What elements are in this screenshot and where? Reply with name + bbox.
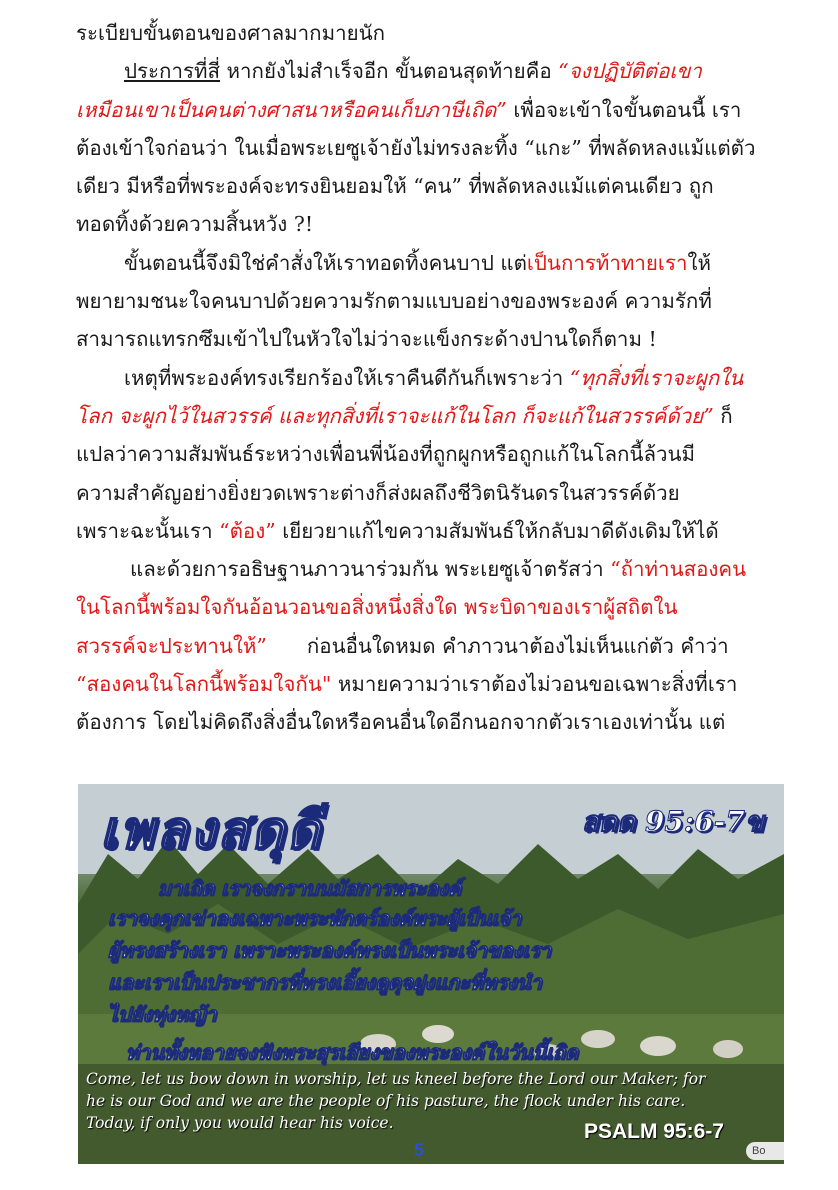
psalm-banner-image [78, 784, 784, 1164]
banner-reference: สดด 95:6-7ข [581, 805, 764, 838]
text-span: เพื่อจะเข้าใจขั้นตอนนี้ เรา [506, 97, 742, 122]
paragraph-prayer [76, 550, 776, 588]
text-span: และด้วยการอธิษฐานภาวนาร่วมกัน พระเยซูเจ้าตรัสว่า [130, 557, 611, 582]
thai-verse-line: ท่านทั้งหลายจงฟังพระสุรเสียงของพระองค์ในวันนี้เถิด [126, 1040, 579, 1064]
text-line [76, 627, 776, 665]
text-line [76, 512, 776, 550]
highlight-text: เป็นการท้าทายเรา [526, 250, 688, 275]
text-span: เยียวยาแก้ไขความสัมพันธ์ให้กลับมาดีดังเดิมให้ได้ [275, 518, 719, 543]
text-span: เหตุที่พระองค์ทรงเรียกร้องให้เราคืนดีกันก็เพราะว่า [124, 365, 570, 390]
text-line: เดียว มีหรือที่พระองค์จะทรงยินยอมให้ “คน” ที่พลัดหลงแม้แต่คนเดียว ถูก [76, 174, 714, 199]
text-line: สามารถแทรกซึมเข้าไปในหัวใจไม่ว่าจะแข็งกระด้างปานใดก็ตาม ! [76, 327, 657, 352]
text-span: ขั้นตอนนี้จึงมิใช่คำสั่งให้เราทอดทิ้งคนบาป แต่ [124, 250, 527, 275]
psalm-label: PSALM 95:6-7 [583, 1120, 724, 1143]
highlight-text: “ต้อง” [219, 518, 276, 543]
text-line: แปลว่าความสัมพันธ์ระหว่างเพื่อนพี่น้องที่ถูกผูกหรือถูกแก้ในโลกนี้ล้วนมี [76, 442, 696, 467]
banner-title: เพลงสดุดี [100, 800, 323, 861]
text-line: พยายามชนะใจคนบาปด้วยความรักตามแบบอย่างของพระองค์ ความรักที่ [76, 289, 712, 314]
text-line [76, 397, 776, 435]
text-line: ทอดทิ้งด้วยความสิ้นหวัง ?! [76, 212, 314, 237]
text-line: ต้องการ โดยไม่คิดถึงสิ่งอื่นใดหรือคนอื่นใดอีกนอกจากตัวเราเองเท่านั้น แต่ [76, 710, 726, 735]
text-span: หมายความว่าเราต้องไม่วอนขอเฉพาะสิ่งที่เรา [331, 672, 738, 697]
text-span: ก่อนอื่นใดหมด คำภาวนาต้องไม่เห็นแก่ตัว คำว่า [306, 633, 729, 658]
page-number: 5 [414, 1140, 425, 1160]
thai-verse-line: เราจงคุกเข่าลงเฉพาะพระพักตร์องค์พระผู้เป็นเจ้า [108, 906, 522, 930]
english-verse-line: Today, if only you would hear his voice. [86, 1114, 394, 1132]
text-line [76, 665, 776, 703]
text-span: ก็ [713, 403, 733, 428]
thai-verse-line: มาเถิด เราจงกราบนมัสการพระองค์ [158, 876, 462, 900]
article-body [76, 14, 776, 742]
highlight-line: ในโลกนี้พร้อมใจกันอ้อนวอนขอสิ่งหนึ่งสิ่งใด พระบิดาของเราผู้สถิตใน [76, 595, 678, 620]
text-line: ระเบียบขั้นตอนของศาลมากมายนัก [76, 21, 386, 45]
thai-verse-line: และเราเป็นประชากรที่ทรงเลี้ยงดูดุจฝูงแกะที่ทรงนำ [108, 970, 542, 994]
corner-badge: Bo [746, 1142, 784, 1160]
text-line: ความสำคัญอย่างยิ่งยวดเพราะต่างก็ส่งผลถึงชีวิตนิรันดรในสวรรค์ด้วย [76, 480, 680, 505]
paragraph-challenge [76, 244, 776, 282]
quote-text: “ทุกสิ่งที่เราจะผูกใน [569, 365, 744, 390]
section-heading: ประการที่สี่ [124, 59, 220, 84]
text-line: ต้องเข้าใจก่อนว่า ในเมื่อพระเยซูเจ้ายังไม่ทรงละทิ้ง “แกะ” ที่พลัดหลงแม้แต่ตัว [76, 135, 756, 160]
paragraph-fourth-point [76, 52, 776, 90]
thai-verse-line: ผู้ทรงสร้างเรา เพราะพระองค์ทรงเป็นพระเจ้าของเรา [108, 938, 552, 962]
text-line [76, 91, 776, 129]
english-verse-line: he is our God and we are the people of his pasture, the flock under his care. [86, 1092, 686, 1110]
quote-text: “จงปฏิบัติต่อเขา [558, 59, 702, 84]
quote-text: เหมือนเขาเป็นคนต่างศาสนาหรือคนเก็บภาษีเถิด” [76, 97, 507, 122]
text-span: ให้ [687, 250, 711, 275]
english-verse-line: Come, let us bow down in worship, let us kneel before the Lord our Maker; for [86, 1070, 706, 1088]
highlight-text: “สองคนในโลกนี้พร้อมใจกัน" [76, 672, 332, 697]
paragraph-reconcile [76, 359, 776, 397]
text-span: หากยังไม่สำเร็จอีก ขั้นตอนสุดท้ายคือ [220, 59, 559, 84]
quote-text: โลก จะผูกไว้ในสวรรค์ และทุกสิ่งที่เราจะแก้ในโลก ก็จะแก้ในสวรรค์ด้วย” [76, 403, 714, 428]
highlight-text: สวรรค์จะประทานให้” [76, 633, 267, 658]
text-span: เพราะฉะนั้นเรา [76, 518, 220, 543]
highlight-text: “ถ้าท่านสองคน [610, 557, 747, 582]
thai-verse-line: ไปยังทุ่งหญ้า [108, 1002, 217, 1026]
